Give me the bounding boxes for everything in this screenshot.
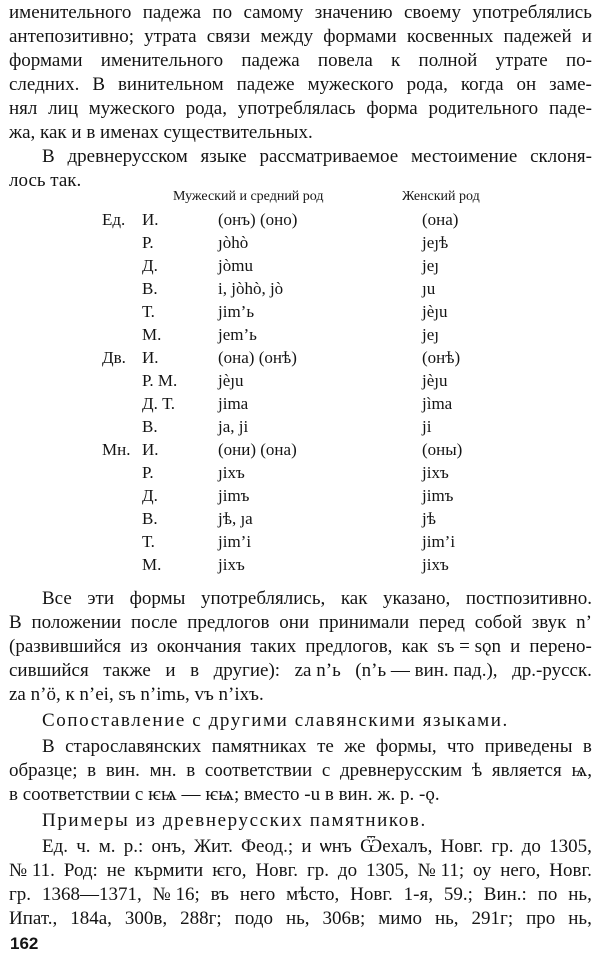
word: формами (9, 50, 83, 71)
case-label: И. (142, 210, 159, 229)
word: мужеского (88, 98, 175, 119)
word: сившийся (9, 660, 89, 681)
word: как (340, 588, 368, 609)
word: приведены (484, 736, 573, 757)
word: собой (474, 612, 522, 633)
text-line (9, 884, 592, 906)
word: соответствии (204, 760, 313, 781)
word: по- (566, 50, 592, 71)
case-label: Д. Т. (142, 394, 176, 413)
word: Ед. (42, 836, 69, 857)
text-line (9, 760, 592, 782)
word: они (279, 612, 310, 633)
number-label: Дв. (102, 348, 126, 367)
word: же (344, 736, 366, 757)
word: В (42, 146, 55, 167)
word: ч. (76, 836, 91, 857)
case-label: Т. (142, 302, 155, 321)
feminine-form: jeȷ (422, 325, 439, 344)
text-line (9, 660, 592, 682)
word: памятниках (211, 736, 307, 757)
word: Ѿехалъ, (360, 836, 433, 857)
word: мѣсто, (286, 884, 340, 905)
word: оу (473, 860, 492, 881)
feminine-form: jimъ (422, 486, 454, 505)
word: полной (418, 50, 478, 71)
word: нь, (434, 908, 459, 929)
word: 1305, (365, 860, 409, 881)
masculine-form: (онъ) (оно) (218, 210, 298, 229)
word: рода, (406, 74, 448, 95)
word: Новг. (440, 836, 484, 857)
word: эти (87, 588, 114, 609)
text-line: лось так. (9, 170, 82, 191)
number-label: Ед. (102, 210, 126, 229)
masculine-form: ȷixъ (218, 463, 245, 482)
feminine-form: jeȷѣ (422, 233, 449, 252)
word: из (130, 636, 148, 657)
word: постпозитивно. (465, 588, 592, 609)
word: подо (234, 908, 273, 929)
text-line (9, 612, 592, 634)
masculine-form: jimъ (218, 486, 250, 505)
masculine-form: jѣ, ȷa (218, 509, 253, 528)
text-line (9, 74, 592, 96)
word: № 16; (152, 884, 200, 905)
text-line (9, 860, 592, 882)
word: 59.; (443, 884, 473, 905)
word: В (92, 74, 105, 95)
word: предлогов (187, 612, 270, 633)
case-label: В. (142, 509, 158, 528)
word: между (260, 26, 314, 47)
word: 291г; (471, 908, 514, 929)
feminine-form: jixъ (422, 463, 449, 482)
word: гр. (491, 836, 514, 857)
word: № 11. (9, 860, 55, 881)
word: Новг. (350, 884, 393, 905)
masculine-form: ȷòhò (218, 233, 249, 252)
word: 1305, (549, 836, 592, 857)
text-line: в соответствии с ѥѩ — ѥѩ; вместо -u в вин. ж. р. -ǫ. (9, 784, 440, 805)
word: повела (317, 50, 373, 71)
masculine-form: jèȷu (218, 371, 244, 390)
feminine-form: (оны) (422, 440, 463, 459)
masculine-form: jim’i (218, 532, 252, 551)
word: в (582, 736, 592, 757)
column-header-masculine-neuter: Мужеский и средний род (173, 189, 324, 204)
word: формы (129, 588, 186, 609)
text-line (42, 736, 592, 758)
word: утрате (495, 50, 548, 71)
word: именительного (9, 2, 132, 23)
word: в (186, 760, 196, 781)
word: ѩ, (571, 760, 592, 781)
case-label: М. (142, 555, 162, 574)
word: про (526, 908, 556, 929)
word: винительном (117, 74, 224, 95)
word: падежа (241, 50, 300, 71)
section-heading: Примеры из древнерусских памятников. (42, 810, 427, 831)
text-line (9, 2, 592, 24)
word: нь, (568, 908, 592, 929)
feminine-form: jeȷ (422, 256, 439, 275)
word: онъ, (151, 836, 186, 857)
word: Жит. (194, 836, 233, 857)
page-number: 162 (10, 934, 39, 953)
word: связи (206, 26, 251, 47)
feminine-form: jèȷu (422, 371, 448, 390)
word: падежа (142, 2, 202, 23)
word: формами (323, 26, 397, 47)
word: перед (419, 612, 465, 633)
word: старославянских (65, 736, 202, 757)
masculine-form: jim’ь (218, 302, 255, 321)
number-label: Мн. (102, 440, 131, 459)
feminine-form: ȷu (422, 279, 436, 298)
case-label: М. (142, 325, 162, 344)
section-heading: Сопоставление с другими славянскими языками. (42, 710, 509, 731)
word: za n’ь (294, 660, 341, 681)
word: самому (243, 2, 304, 23)
word: него, (500, 860, 541, 881)
word: Новг. (255, 860, 299, 881)
word: и (165, 660, 176, 681)
word: как (401, 636, 429, 657)
word: мимо (378, 908, 422, 929)
word: нь, (285, 908, 310, 929)
word: (n’ь — вин. пад.), (355, 660, 498, 681)
case-label: Д. (142, 256, 158, 275)
word: родительного (428, 98, 539, 119)
text-line: жа, как и в именах существительных. (9, 122, 313, 143)
word: является (491, 760, 562, 781)
word: р.: (123, 836, 144, 857)
feminine-form: (она) (422, 210, 459, 229)
word: с (321, 760, 331, 781)
word: вин. (105, 760, 140, 781)
word: следних. (9, 74, 80, 95)
masculine-form: i, jòhò, jò (218, 279, 284, 298)
word: рассматриваемое (259, 146, 399, 167)
word: и (301, 836, 312, 857)
feminine-form: jixъ (422, 555, 449, 574)
word: склоня- (530, 146, 592, 167)
case-label: В. (142, 279, 158, 298)
word: м. (98, 836, 116, 857)
word: употреблялись, (200, 588, 326, 609)
word: падеже (236, 74, 295, 95)
text-line (42, 588, 592, 610)
masculine-form: jòmu (218, 256, 253, 275)
word: те (317, 736, 334, 757)
word: до (337, 860, 358, 881)
word: нял (9, 98, 38, 119)
word: n’ (576, 612, 592, 633)
word: что (447, 736, 475, 757)
word: ѡнъ (319, 836, 352, 857)
word: он (516, 74, 537, 95)
word: после (130, 612, 178, 633)
word: ѣ (471, 760, 483, 781)
word: косвенных (406, 26, 494, 47)
word: кърмити (134, 860, 204, 881)
feminine-form: jìma (422, 394, 453, 413)
word: 1368—1371, (41, 884, 142, 905)
word: въ (210, 884, 229, 905)
word: формы, (376, 736, 437, 757)
case-label: И. (142, 348, 159, 367)
word: форма (366, 98, 418, 119)
case-label: Р. (142, 233, 154, 252)
masculine-form: ja, ji (218, 417, 249, 436)
text-line (9, 26, 592, 48)
word: перено- (529, 636, 592, 657)
word: принимали (318, 612, 410, 633)
word: ѥго, (212, 860, 247, 881)
column-header-feminine: Женский род (402, 189, 480, 204)
word: языке (200, 146, 247, 167)
text-line (42, 836, 592, 858)
word: Ипат., (9, 908, 58, 929)
word: Все (42, 588, 72, 609)
case-label: Р. (142, 463, 154, 482)
text-line (9, 50, 592, 72)
masculine-form: (она) (онѣ) (218, 348, 297, 367)
case-label: Т. (142, 532, 155, 551)
word: мужеского (307, 74, 394, 95)
feminine-form: jèȷu (422, 302, 448, 321)
word: 288г; (180, 908, 222, 929)
word: гр. (306, 860, 329, 881)
word: также (103, 660, 151, 681)
case-label: Д. (142, 486, 158, 505)
masculine-form: jixъ (218, 555, 245, 574)
word: 306в; (322, 908, 366, 929)
word: по (212, 2, 233, 23)
word: паде- (548, 98, 592, 119)
feminine-form: ji (422, 417, 432, 436)
word: своему (403, 2, 461, 23)
word: и (510, 636, 521, 657)
word: него (239, 884, 276, 905)
word: другие): (213, 660, 281, 681)
text-line (9, 636, 592, 658)
word: 184а, (70, 908, 112, 929)
word: В (42, 736, 55, 757)
word: положении (31, 612, 122, 633)
word: лиц (48, 98, 78, 119)
word: заме- (549, 74, 592, 95)
word: др.-русск. (512, 660, 592, 681)
word: 300в, (124, 908, 168, 929)
word: Род: (63, 860, 98, 881)
word: Вин.: (483, 884, 527, 905)
word: Новг. (549, 860, 592, 881)
case-label: И. (142, 440, 159, 459)
word: нь, (568, 884, 592, 905)
text-line (9, 98, 592, 120)
word: (развившийся (9, 636, 122, 657)
word: значению (314, 2, 393, 23)
word: до (521, 836, 541, 857)
word: образце; (9, 760, 78, 781)
word: 1-я, (403, 884, 433, 905)
word: звук (531, 612, 567, 633)
feminine-form: (онѣ) (422, 348, 461, 367)
case-label: В. (142, 417, 158, 436)
word: окончания (156, 636, 242, 657)
masculine-form: (они) (она) (218, 440, 297, 459)
word: когда (460, 74, 504, 95)
masculine-form: jima (218, 394, 249, 413)
word: № 11; (417, 860, 465, 881)
word: таких (250, 636, 297, 657)
word: и (581, 26, 592, 47)
word: употреблялась (237, 98, 356, 119)
word: по (537, 884, 558, 905)
word: древнерусском (67, 146, 188, 167)
word: падежей (503, 26, 572, 47)
masculine-form: jem’ь (218, 325, 257, 344)
word: употреблялись (472, 2, 592, 23)
text-line (42, 146, 592, 168)
word: древнерусским (339, 760, 463, 781)
word: рода, (185, 98, 227, 119)
text-line (9, 908, 592, 930)
word: sъ = sǫn (437, 636, 502, 657)
text-line: za n’ö, к n’ei, sъ n’imь, vъ n’ixъ. (9, 684, 264, 705)
word: не (106, 860, 126, 881)
word: гр. (9, 884, 32, 905)
feminine-form: jѣ (422, 509, 436, 528)
word: к (391, 50, 401, 71)
word: мн. (149, 760, 177, 781)
word: Феод.; (241, 836, 294, 857)
word: антепозитивно; (9, 26, 135, 47)
word: местоимение (410, 146, 518, 167)
word: предлогов, (305, 636, 393, 657)
word: в (190, 660, 200, 681)
word: указано, (383, 588, 451, 609)
word: именительного (100, 50, 224, 71)
feminine-form: jim’i (422, 532, 456, 551)
case-label: Р. М. (142, 371, 178, 390)
word: В (9, 612, 22, 633)
word: в (87, 760, 97, 781)
word: утрата (144, 26, 197, 47)
